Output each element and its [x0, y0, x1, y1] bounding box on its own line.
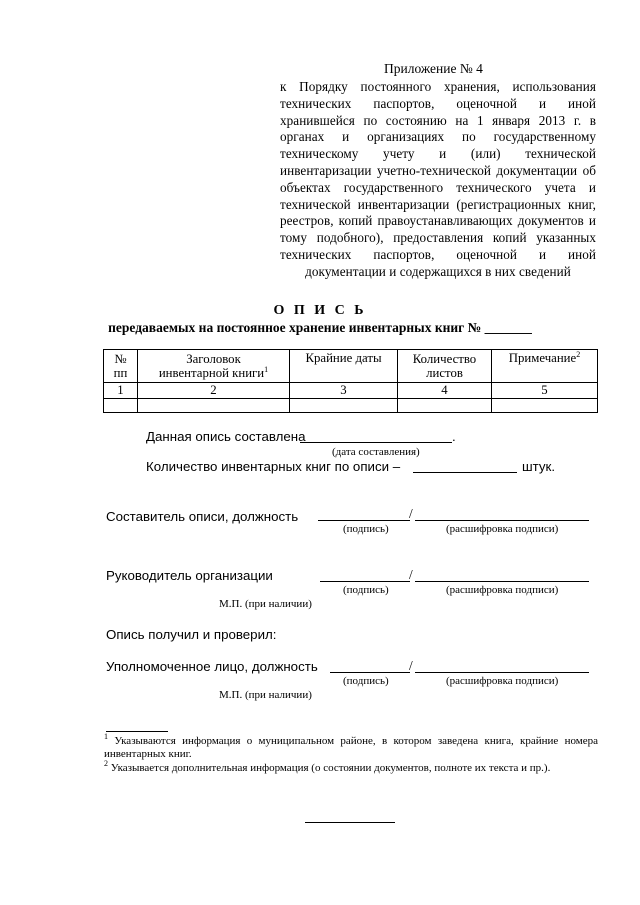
count-unit: штук.	[522, 459, 556, 474]
document-title: О П И С Ь	[273, 303, 367, 318]
footnote-1: $^1$ Указываются информация о муниципальном районе, в котором заведена книга, крайние номера инвентарных книг.	[104, 732, 599, 760]
header-note: Примечание$^2$	[492, 350, 598, 383]
compiler-label: Составитель описи, должность	[106, 509, 299, 524]
table-header-row	[104, 350, 598, 383]
compiled-label: Данная опись составлена	[146, 429, 306, 444]
count-field[interactable]	[413, 472, 517, 473]
header-book-title: Заголовок инвентарной книги$^1$	[138, 350, 290, 383]
authorized-label: Уполномоченное лицо, должность	[106, 659, 318, 674]
appendix-heading: Приложение № 4	[384, 61, 483, 76]
appendix-text: к Порядку постоянного хранения, использования технических паспортов, оценочной и иной хранившейся по состоянию на 1 января 2013 г. в органах и организациях по государственному техническому учету и (или) технической инвентаризации учетно-технической документации об объектах государственного технического учета и технической инвентаризации (регистрационных книг, реестров, копий правоустанавливающих документов и тому подобного), предоставления копий указанных технических паспортов, оценочной и иной документации и содержащихся в них сведений	[280, 79, 596, 279]
received-label: Опись получил и проверил:	[106, 627, 277, 642]
table-row: 1 2 3 4 5	[104, 383, 598, 399]
header-number: № пп	[104, 350, 138, 383]
head-decode-field[interactable]	[415, 581, 589, 582]
compiler-decode-field[interactable]	[415, 520, 589, 521]
head-signature-field[interactable]	[320, 581, 410, 582]
document-subtitle: передаваемых на постоянное хранение инвентарных книг № _______	[108, 320, 532, 335]
seal-caption: М.П. (при наличии)	[219, 689, 312, 701]
head-label: Руководитель организации	[106, 568, 273, 583]
footnote-separator	[106, 731, 168, 732]
authorized-signature-field[interactable]	[330, 672, 410, 673]
footnote-2: $^2$ Указывается дополнительная информация (о состоянии документов, полноте их текста и пр.).	[104, 759, 551, 774]
inventory-table	[103, 349, 598, 413]
bottom-separator	[305, 822, 395, 823]
date-caption: (дата составления)	[332, 446, 420, 458]
table-row	[104, 398, 598, 412]
authorized-decode-field[interactable]	[415, 672, 589, 673]
count-label: Количество инвентарных книг по описи –	[146, 459, 401, 474]
compiler-signature-field[interactable]	[318, 520, 410, 521]
seal-caption: М.П. (при наличии)	[219, 598, 312, 610]
header-dates: Крайние даты	[290, 350, 398, 383]
compiled-date-field[interactable]	[300, 442, 452, 443]
header-sheet-count: Количество листов	[398, 350, 492, 383]
